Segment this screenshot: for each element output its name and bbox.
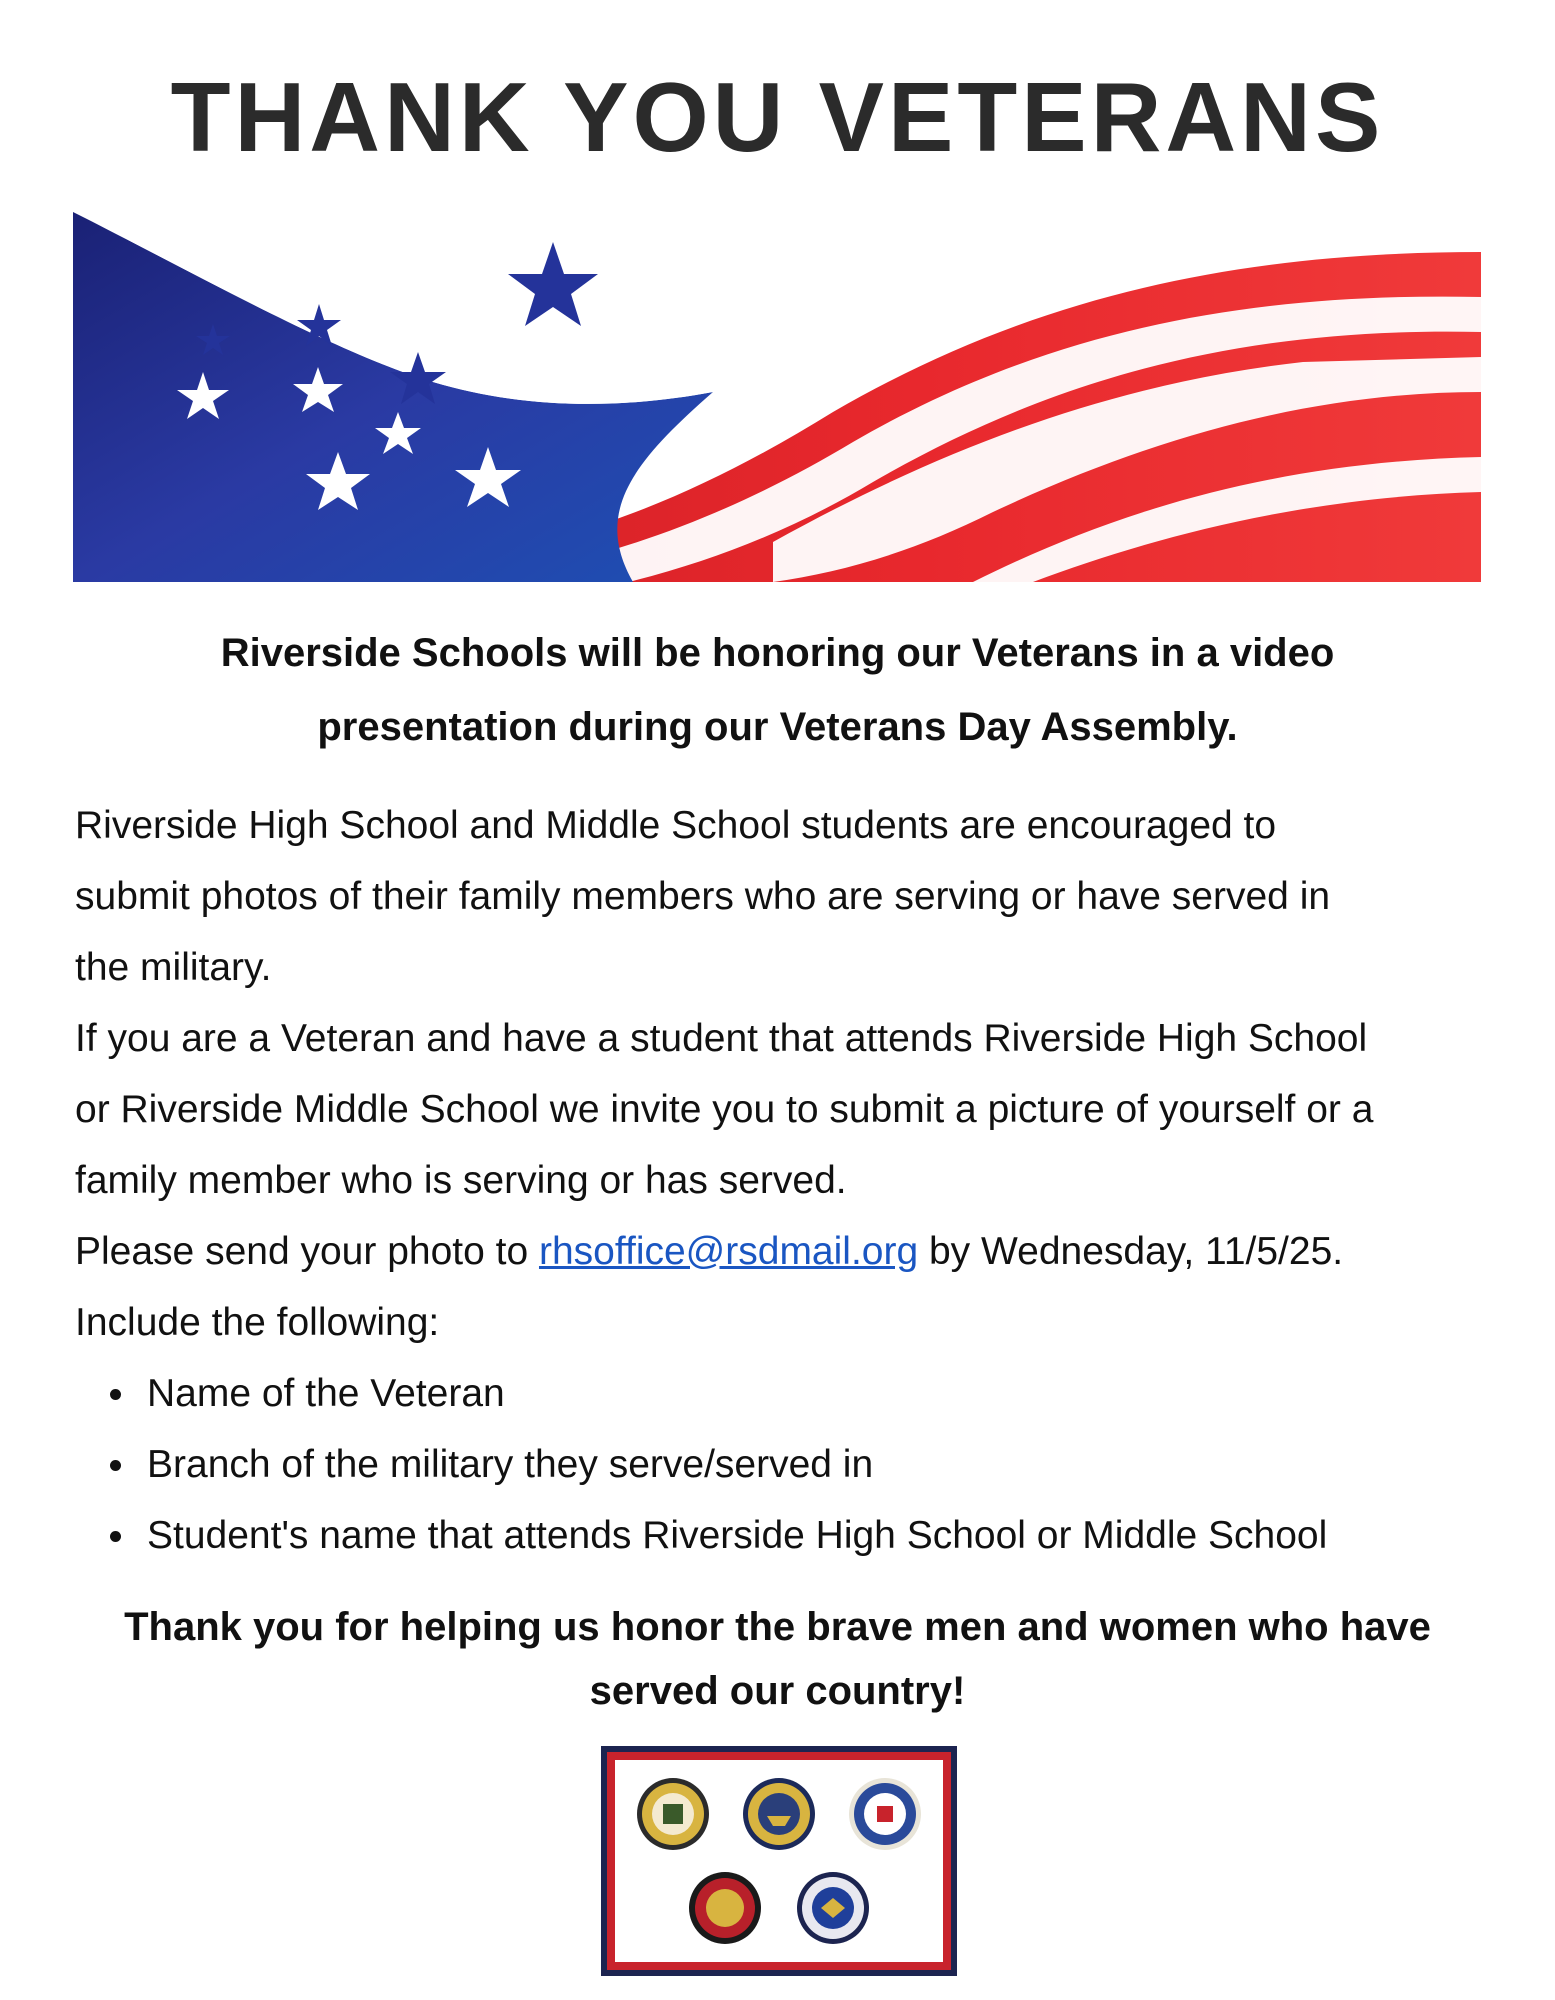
requirements-list	[75, 1358, 1495, 1571]
flag-banner-image	[73, 212, 1481, 582]
army-seal-icon	[637, 1778, 709, 1850]
bullet-dot-icon	[110, 1531, 121, 1542]
body-line: family member who is serving or has served.	[75, 1159, 847, 1202]
list-item: Branch of the military they serve/served in	[75, 1429, 1495, 1500]
list-item: Name of the Veteran	[75, 1358, 1495, 1429]
list-item: Student's name that attends Riverside High School or Middle School	[75, 1500, 1495, 1571]
send-instructions	[75, 1216, 1495, 1287]
closing-line: served our country!	[589, 1669, 966, 1713]
page-title: THANK YOU VETERANS	[170, 62, 1385, 172]
body-line: submit photos of their family members who are serving or have served in	[75, 875, 1331, 918]
bullet-dot-icon	[110, 1460, 121, 1471]
military-seals-image	[601, 1746, 957, 1976]
send-suffix: by Wednesday, 11/5/25.	[918, 1230, 1344, 1273]
air-force-seal-icon	[797, 1872, 869, 1944]
headline-line: presentation during our Veterans Day Assembly.	[317, 705, 1238, 749]
include-label: Include the following:	[75, 1301, 440, 1344]
closing-message	[80, 1595, 1475, 1723]
headline	[120, 616, 1435, 764]
headline-line: Riverside Schools will be honoring our Veterans in a video	[220, 631, 1335, 675]
body-line: or Riverside Middle School we invite you to submit a picture of yourself or a	[75, 1088, 1374, 1131]
coast-guard-seal-icon	[849, 1778, 921, 1850]
bullet-dot-icon	[110, 1389, 121, 1400]
email-link[interactable]: rhsoffice@rsdmail.org	[538, 1230, 919, 1273]
marine-corps-seal-icon	[689, 1872, 761, 1944]
closing-line: Thank you for helping us honor the brave men and women who have	[124, 1605, 1431, 1649]
announcement-body	[75, 790, 1495, 1571]
body-line: the military.	[75, 946, 272, 989]
send-prefix: Please send your photo to	[75, 1230, 539, 1273]
body-line: If you are a Veteran and have a student that attends Riverside High School	[75, 1017, 1368, 1060]
body-line: Riverside High School and Middle School students are encouraged to	[75, 804, 1277, 847]
navy-seal-icon	[743, 1778, 815, 1850]
